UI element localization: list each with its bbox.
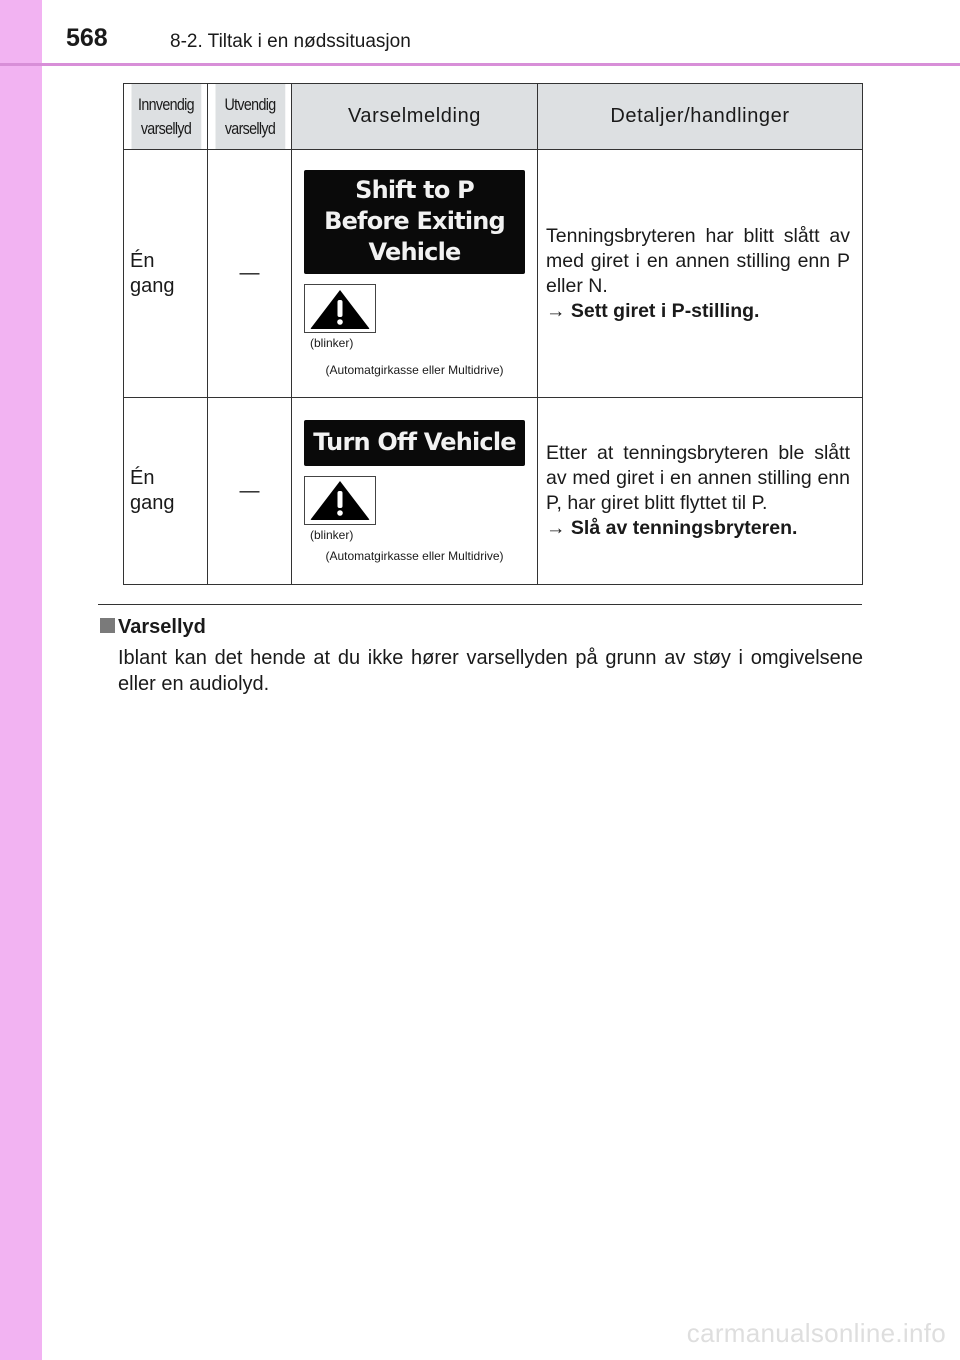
warning-table (123, 83, 863, 585)
exterior-count: — (208, 398, 292, 585)
detail-text: Tenningsbryteren har blitt slått av med giret i en annen stilling enn P eller N. (546, 224, 850, 297)
action-text: → Sett giret i P-stilling. (546, 299, 760, 322)
display-line: Shift to P (355, 176, 474, 204)
warning-icon (304, 284, 376, 333)
table-header-row (124, 84, 863, 150)
section-separator (98, 604, 862, 605)
transmission-note: (Automatgirkasse eller Multidrive) (325, 548, 504, 563)
side-color-strip (0, 0, 42, 1360)
table-row (124, 398, 863, 585)
col-header-exterior: Utvendig varsellyd (214, 84, 285, 150)
message-cell (292, 398, 538, 585)
interior-count: Én gang (124, 398, 208, 585)
details-cell (538, 398, 863, 585)
watermark: carmanualsonline.info (686, 1318, 946, 1348)
display-line: Vehicle (368, 238, 461, 266)
subsection-body: Iblant kan det hende at du ikke hører varsellyden på grunn av støy i omgivelsene eller en audiolyd. (118, 647, 863, 695)
table-row (124, 150, 863, 398)
exterior-count: — (208, 150, 292, 398)
warning-icon (304, 476, 376, 525)
col-header-details: Detaljer/handlinger (538, 84, 863, 150)
transmission-note: (Automatgirkasse eller Multidrive) (325, 363, 504, 377)
blink-label: (blinker) (310, 336, 354, 350)
header-rule (0, 63, 960, 66)
message-cell (292, 150, 538, 398)
blink-label: (blinker) (310, 527, 354, 542)
section-heading: 8-2. Tiltak i en nødssituasjon (170, 31, 411, 52)
detail-text: Etter at tenningsbryteren ble slått av med giret i en annen stilling enn P, har giret blitt flyttet til P. (546, 442, 850, 514)
action-text: → Slå av tenningsbryteren. (546, 517, 798, 539)
subsection-title: Varsellyd (118, 616, 206, 638)
col-header-message: Varselmelding (292, 84, 538, 150)
display-message (304, 420, 525, 466)
interior-count: Én gang (124, 150, 208, 398)
col-header-interior: Innvendig varsellyd (130, 84, 201, 150)
display-line: Turn Off Vehicle (313, 427, 516, 456)
square-bullet-icon (100, 618, 115, 633)
page-number: 568 (66, 24, 108, 52)
display-message (304, 170, 525, 274)
details-cell (538, 150, 863, 398)
display-line: Before Exiting (324, 207, 505, 235)
